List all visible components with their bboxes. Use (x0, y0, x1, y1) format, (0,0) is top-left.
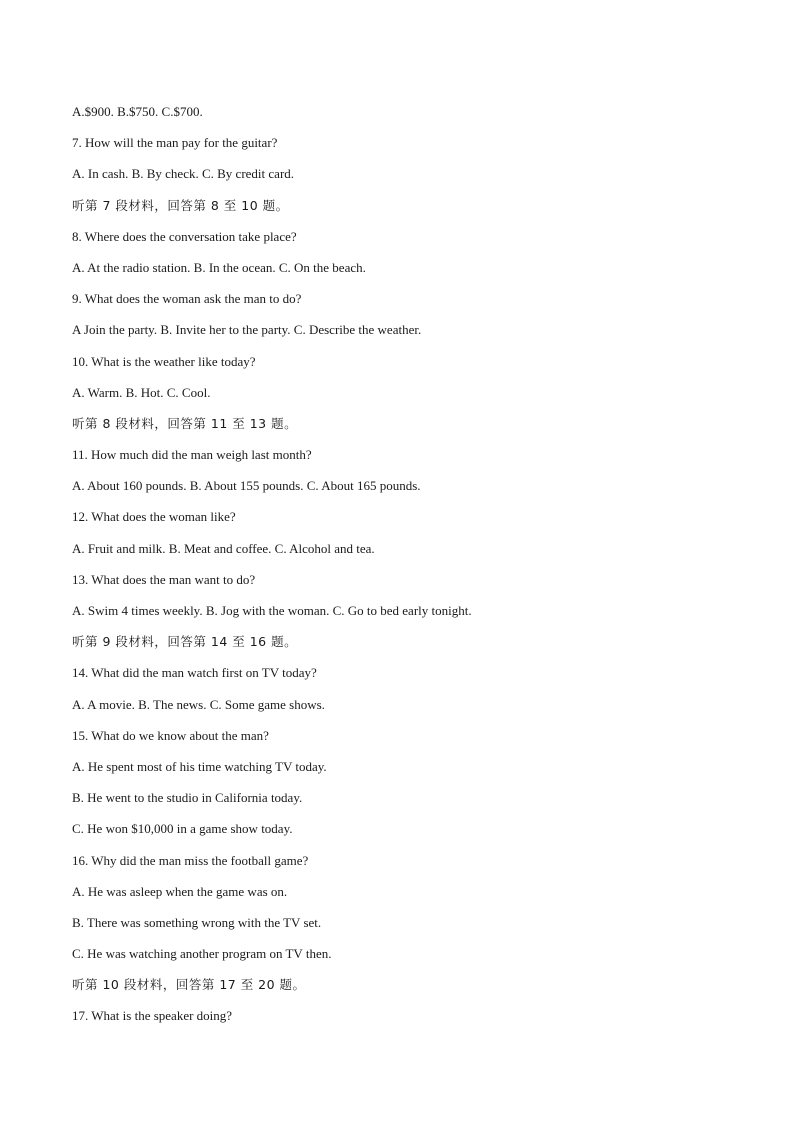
option-q15-c: C. He won $10,000 in a game show today. (72, 821, 293, 837)
option-q15-b: B. He went to the studio in California today. (72, 790, 303, 806)
question-13: 13. What does the man want to do? (72, 571, 256, 587)
question-15: 15. What do we know about the man? (72, 727, 269, 743)
options-q9: A Join the party. B. Invite her to the party. C. Describe the weather. (72, 322, 422, 338)
options-q12: A. Fruit and milk. B. Meat and coffee. C. Alcohol and tea. (72, 540, 375, 556)
section-heading-9: 听第 9 段材料，回答第 14 至 16 题。 (72, 634, 298, 650)
question-12: 12. What does the woman like? (72, 509, 236, 525)
options-q14: A. A movie. B. The news. C. Some game shows. (72, 696, 325, 712)
question-9: 9. What does the woman ask the man to do? (72, 291, 302, 307)
options-q8: A. At the radio station. B. In the ocean. C. On the beach. (72, 259, 366, 275)
question-14: 14. What did the man watch first on TV today? (72, 665, 317, 681)
options-q11: A. About 160 pounds. B. About 155 pounds. C. About 165 pounds. (72, 478, 421, 494)
option-q16-b: B. There was something wrong with the TV set. (72, 914, 322, 930)
question-10: 10. What is the weather like today? (72, 353, 256, 369)
option-q16-c: C. He was watching another program on TV then. (72, 946, 332, 962)
question-16: 16. Why did the man miss the football game? (72, 852, 309, 868)
section-heading-8: 听第 8 段材料，回答第 11 至 13 题。 (72, 415, 298, 431)
options-q6: A.$900. B.$750. C.$700. (72, 104, 203, 119)
document-body (72, 103, 732, 1039)
question-8: 8. Where does the conversation take place? (72, 228, 297, 244)
options-q10: A. Warm. B. Hot. C. Cool. (72, 384, 211, 400)
question-17: 17. What is the speaker doing? (72, 1008, 233, 1024)
section-heading-7: 听第 7 段材料，回答第 8 至 10 题。 (72, 197, 289, 213)
option-q15-a: A. He spent most of his time watching TV today. (72, 758, 327, 774)
section-heading-10: 听第 10 段材料，回答第 17 至 20 题。 (72, 977, 306, 993)
option-q16-a: A. He was asleep when the game was on. (72, 883, 288, 899)
options-q7: A. In cash. B. By check. C. By credit card. (72, 166, 295, 182)
question-7: 7. How will the man pay for the guitar? (72, 135, 278, 151)
options-q13: A. Swim 4 times weekly. B. Jog with the woman. C. Go to bed early tonight. (72, 603, 472, 618)
question-11: 11. How much did the man weigh last month? (72, 447, 312, 463)
